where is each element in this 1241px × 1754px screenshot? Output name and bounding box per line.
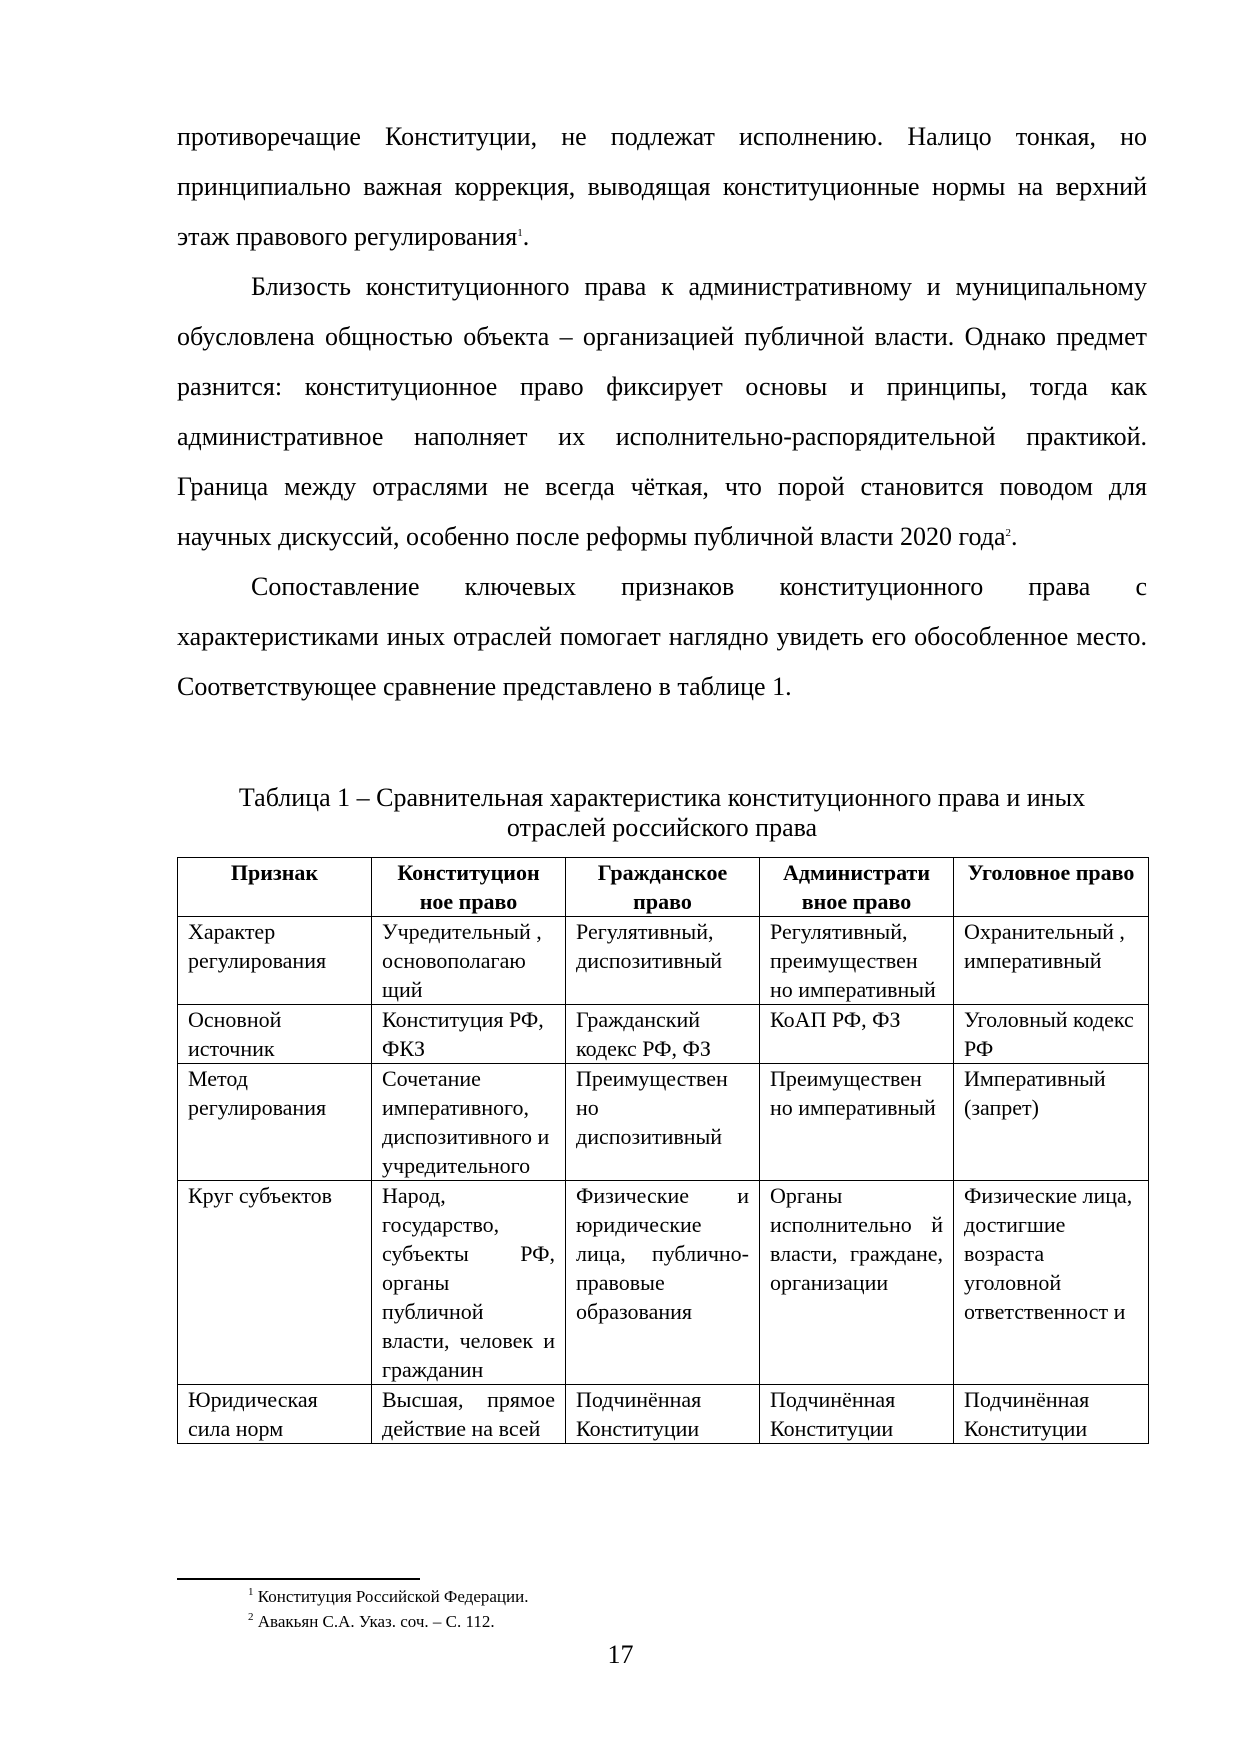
table-caption-line-1: Таблица 1 – Сравнительная характеристика конституционного права и иных xyxy=(238,783,1086,812)
table-cell: Охранительный , императивный xyxy=(954,917,1149,1005)
table-cell: Физические и юридические лица, публично-правовые образования xyxy=(566,1181,760,1385)
footnote-mark: 2 xyxy=(248,1611,254,1623)
comparison-table xyxy=(177,857,1149,1444)
table-cell: Императивный (запрет) xyxy=(954,1064,1149,1181)
paragraph-text: Сопоставление ключевых признаков конституционного права с характеристиками иных отраслей помогает наглядно увидеть его обособленное место. Соответствующее сравнение представлено в таблице 1. xyxy=(177,572,1147,701)
table-cell: Регулятивный, преимуществен но императивный xyxy=(760,917,954,1005)
footnotes xyxy=(248,1584,528,1634)
footnote-mark: 1 xyxy=(248,1586,254,1598)
table-cell: Народ, государство, субъекты РФ, органы публичной власти, человек и гражданин xyxy=(372,1181,566,1385)
table-cell: КоАП РФ, ФЗ xyxy=(760,1005,954,1064)
paragraph-text: противоречащие Конституции, не подлежат исполнению. Налицо тонкая, но принципиально важная коррекция, выводящая конституционные нормы на верхний этаж правового регулирования xyxy=(177,122,1147,251)
table-cell: Конституция РФ, ФКЗ xyxy=(372,1005,566,1064)
table-cell: Учредительный , основополагаю щий xyxy=(372,917,566,1005)
table-row xyxy=(178,1181,1149,1385)
footnote-text: Конституция Российской Федерации. xyxy=(257,1587,529,1606)
paragraph-1 xyxy=(177,112,1147,262)
footnote-text: Авакьян С.А. Указ. соч. – С. 112. xyxy=(257,1612,495,1631)
table-caption-line-2: отраслей российского права xyxy=(506,813,818,842)
table-cell: Подчинённая Конституции xyxy=(760,1385,954,1444)
table-cell: Круг субъектов xyxy=(178,1181,372,1385)
table-cell: Основной источник xyxy=(178,1005,372,1064)
header-cell-constitutional: Конституцион ное право xyxy=(372,858,566,917)
footnote-1 xyxy=(248,1584,528,1609)
table-cell: Подчинённая Конституции xyxy=(954,1385,1149,1444)
table-cell: Уголовный кодекс РФ xyxy=(954,1005,1149,1064)
table-cell: Преимуществен но диспозитивный xyxy=(566,1064,760,1181)
table-cell: Метод регулирования xyxy=(178,1064,372,1181)
table-cell: Характер регулирования xyxy=(178,917,372,1005)
table-row xyxy=(178,1064,1149,1181)
paragraph-tail: . xyxy=(522,222,530,251)
table-caption xyxy=(177,783,1147,843)
table-cell: Подчинённая Конституции xyxy=(566,1385,760,1444)
table-row xyxy=(178,917,1149,1005)
footnote-ref[interactable]: 2 xyxy=(1005,527,1011,539)
body-text xyxy=(177,112,1147,712)
table-cell: Гражданский кодекс РФ, ФЗ xyxy=(566,1005,760,1064)
header-cell-administrative: Администрати вное право xyxy=(760,858,954,917)
table-row xyxy=(178,1385,1149,1444)
table-cell: Преимуществен но императивный xyxy=(760,1064,954,1181)
page-number: 17 xyxy=(607,1640,634,1669)
table-cell: Юридическая сила норм xyxy=(178,1385,372,1444)
footnote-ref[interactable]: 1 xyxy=(517,227,523,239)
header-cell-criterion: Признак xyxy=(178,858,372,917)
paragraph-3 xyxy=(177,562,1147,712)
table-row xyxy=(178,1005,1149,1064)
paragraph-2 xyxy=(177,262,1147,562)
footnote-separator xyxy=(177,1578,420,1580)
table-cell: Высшая, прямое действие на всей xyxy=(372,1385,566,1444)
paragraph-tail: . xyxy=(1010,522,1018,551)
table-cell: Сочетание императивного, диспозитивного и учредительного xyxy=(372,1064,566,1181)
table-cell: Регулятивный, диспозитивный xyxy=(566,917,760,1005)
table-cell: Органы исполнительно й власти, граждане, организации xyxy=(760,1181,954,1385)
footnote-2 xyxy=(248,1609,528,1634)
table-cell: Физические лица, достигшие возраста уголовной ответственност и xyxy=(954,1181,1149,1385)
paragraph-text: Близость конституционного права к административному и муниципальному обусловлена общностью объекта – организацией публичной власти. Однако предмет разнится: конституционное право фиксирует основы и принципы, тогда как административное наполняет их исполнительно-распорядительной практикой. Граница между отраслями не всегда чёткая, что порой становится поводом для научных дискуссий, особенно после реформы публичной власти 2020 года xyxy=(177,272,1147,551)
header-cell-civil: Гражданское право xyxy=(566,858,760,917)
table-header-row xyxy=(178,858,1149,917)
header-cell-criminal: Уголовное право xyxy=(954,858,1149,917)
